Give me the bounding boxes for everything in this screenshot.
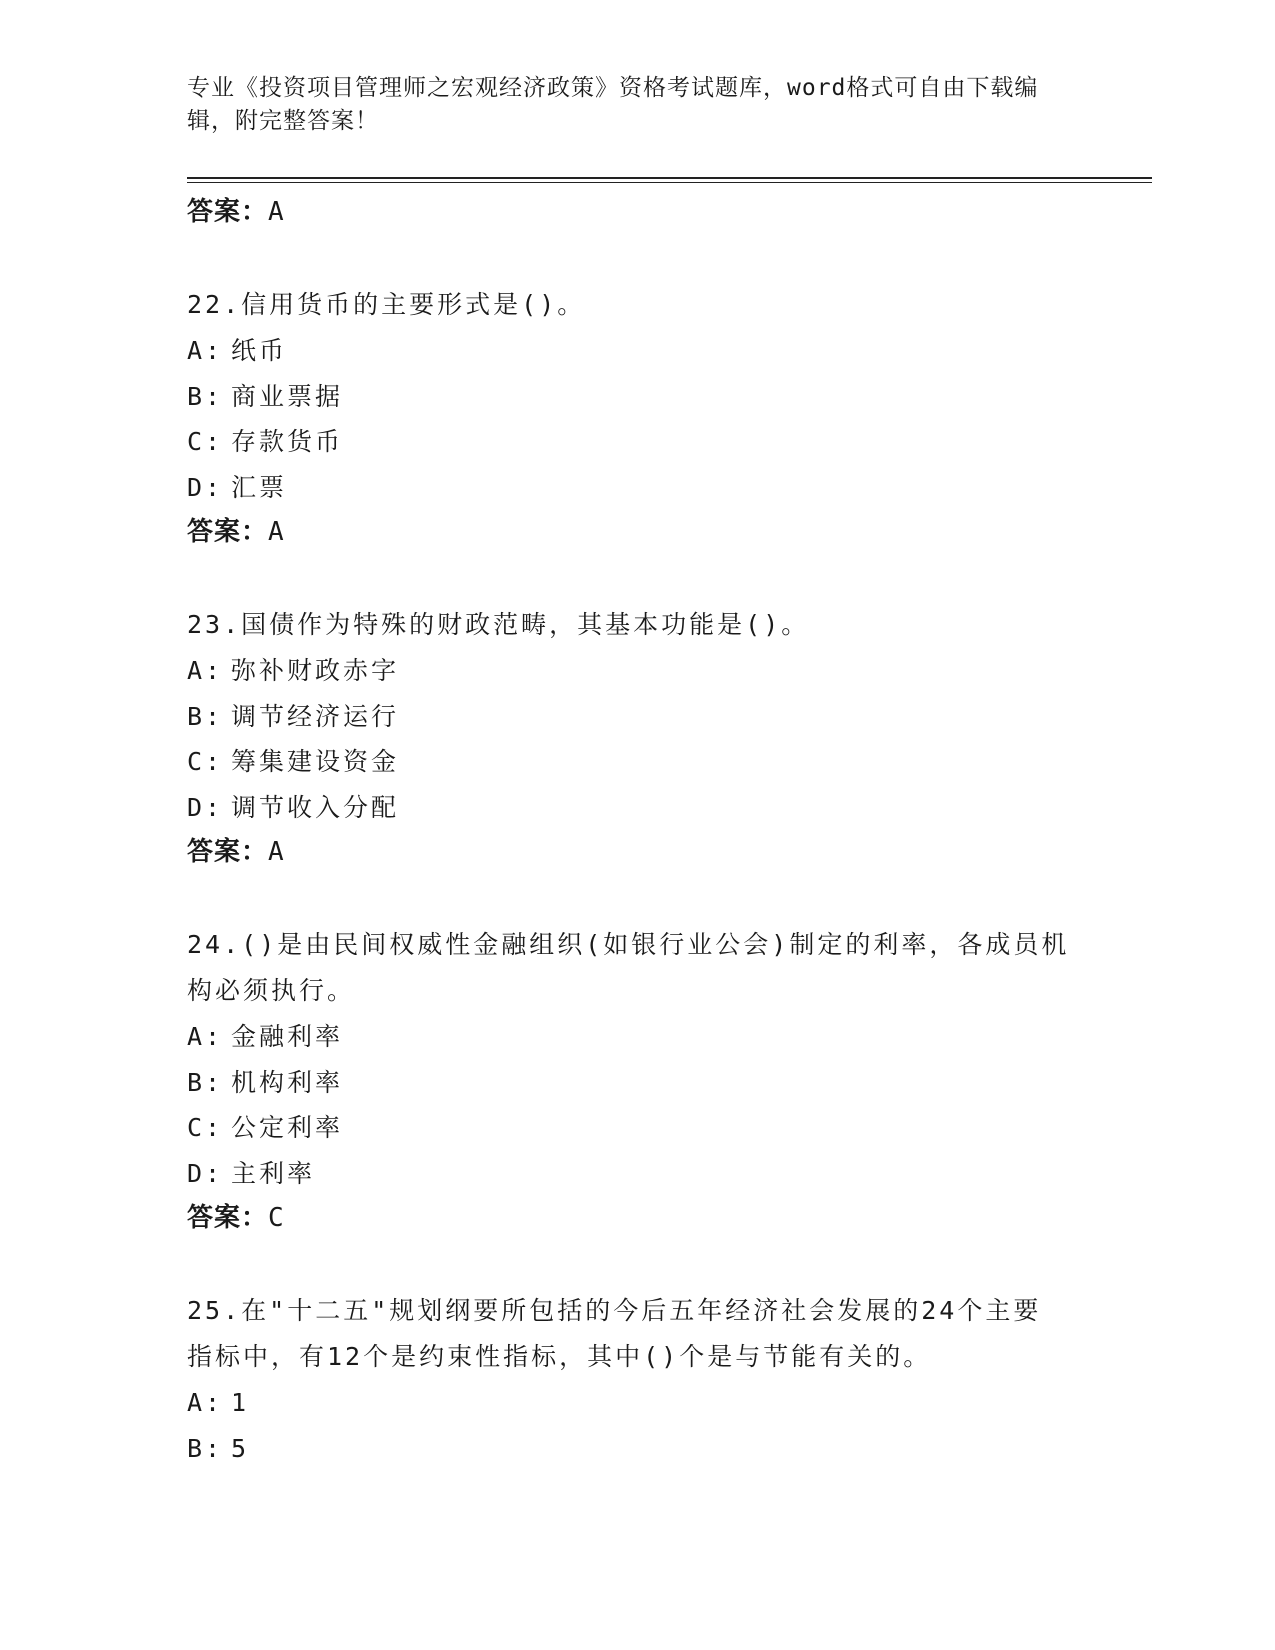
option-d [187,465,1087,511]
option-text: 1 [231,1388,250,1417]
option-key: B: [187,381,224,411]
option-key: C: [187,747,224,776]
option-text: 金融利率 [231,1022,344,1051]
option-text: 调节经济运行 [231,701,400,731]
question-block [187,922,1087,1240]
question-text-line-2: 指标中，有12个是约束性指标，其中()个是与节能有关的。 [187,1342,932,1371]
option-key: C: [187,427,224,456]
option-text: 弥补财政赤字 [231,656,400,685]
option-key: B: [187,701,224,731]
option-b [187,374,1087,420]
answer-line [187,1196,1087,1240]
question-text-line-2: 构必须执行。 [187,976,356,1005]
question-block [187,1288,1087,1471]
option-text: 主利率 [231,1158,316,1188]
option-key: A: [187,1022,224,1051]
option-c [187,1105,1087,1151]
option-text: 调节收入分配 [231,792,400,822]
answer-value: A [268,517,285,547]
option-b [187,1426,1087,1472]
option-a [187,1014,1087,1060]
question-text-line-1: 24.()是由民间权威性金融组织(如银行业公会)制定的利率，各成员机 [187,930,1070,959]
option-text: 机构利率 [231,1067,344,1097]
option-d [187,1151,1087,1197]
option-key: B: [187,1067,224,1097]
option-key: D: [187,472,224,502]
header-divider [187,177,1152,179]
option-key: C: [187,1113,224,1142]
option-text: 存款货币 [231,427,344,456]
option-text: 汇票 [231,472,288,502]
answer-label: 答案： [187,1203,269,1233]
option-c [187,739,1087,785]
answer-label: 答案： [187,197,269,227]
header-line-2: 辑，附完整答案！ [187,108,379,134]
header-divider-thin [187,182,1152,183]
option-text: 公定利率 [231,1113,344,1142]
option-text: 5 [231,1433,250,1463]
question-text-line-1: 25.在"十二五"规划纲要所包括的今后五年经济社会发展的24个主要 [187,1296,1042,1325]
question-list [187,190,1087,1471]
answer-label: 答案： [187,837,269,867]
option-a [187,1380,1087,1426]
answer-value: A [268,837,285,867]
answer-line [187,830,1087,874]
option-b [187,694,1087,740]
option-key: A: [187,656,224,685]
option-text: 商业票据 [231,381,344,411]
option-key: D: [187,1158,224,1188]
question-block [187,282,1087,554]
option-a [187,328,1087,374]
document-header [187,72,1067,138]
option-key: A: [187,1388,224,1417]
option-d [187,785,1087,831]
option-text: 纸币 [231,336,288,365]
answer-value: A [268,197,285,227]
option-key: A: [187,336,224,365]
option-b [187,1060,1087,1106]
option-key: B: [187,1433,224,1463]
answer-label: 答案： [187,517,269,547]
option-text: 筹集建设资金 [231,747,400,776]
answer-line [187,190,1087,234]
answer-value: C [268,1203,285,1233]
answer-line [187,510,1087,554]
question-text: 22.信用货币的主要形式是()。 [187,290,586,319]
header-line-1: 专业《投资项目管理师之宏观经济政策》资格考试题库，word格式可自由下载编 [187,75,1039,101]
option-c [187,419,1087,465]
option-a [187,648,1087,694]
option-key: D: [187,792,224,822]
question-text: 23.国债作为特殊的财政范畴，其基本功能是()。 [187,610,810,639]
question-block [187,602,1087,874]
